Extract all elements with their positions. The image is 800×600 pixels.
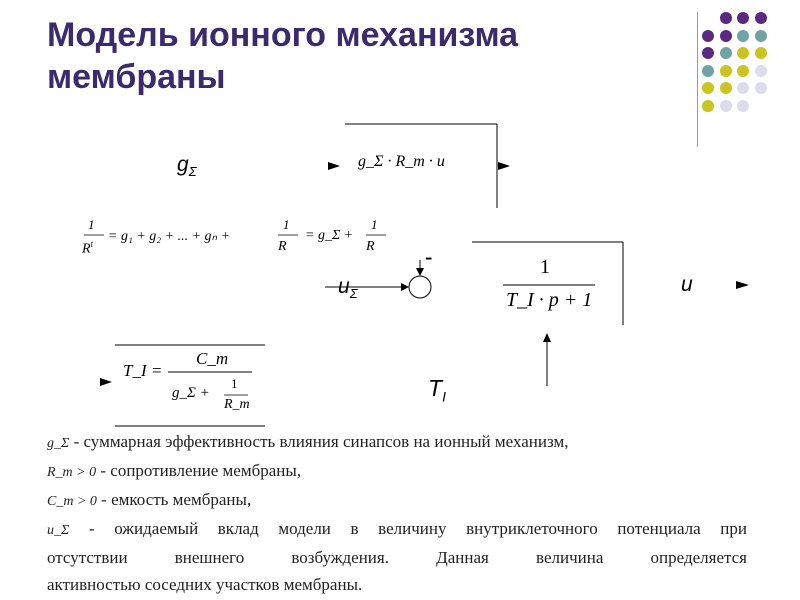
legend-sym-u: u_Σ: [47, 523, 70, 538]
r-eq-lhs-sup: t: [90, 239, 94, 249]
slide-title: Модель ионного механизма мембраны: [47, 16, 519, 96]
tc-main: T: [428, 375, 443, 401]
tc-formula-den-den: R_m: [224, 397, 250, 412]
g-sigma-label: [177, 153, 196, 179]
tc-formula-den-num: 1: [231, 376, 238, 391]
legend-line-6: активностью соседних участков мембраны.: [47, 575, 363, 594]
legend-text-g: - суммарная эффективность влияния синапсов на ионный механизм,: [69, 432, 569, 451]
legend-row-c: [47, 486, 747, 515]
r-eq-frac1-den: R: [278, 239, 287, 254]
tc-formula-lhs: T_I =: [123, 361, 163, 380]
tc-arrowhead: [543, 333, 551, 342]
minus-sign: -: [425, 244, 433, 269]
legend-sym-c: C_m > 0: [47, 494, 97, 509]
u-sigma-main: u: [338, 275, 350, 298]
u-sigma-arrowhead: [401, 283, 409, 291]
time-constant-label: [428, 375, 446, 405]
r-eq-frac2-den: R: [366, 239, 375, 254]
legend-sym-g: g_Σ: [47, 436, 70, 451]
r-eq-frac1-num: 1: [283, 217, 290, 232]
output-u-label: u: [681, 273, 693, 296]
legend-row-g: [47, 428, 747, 457]
legend-line-5: отсутствии внешнего возбуждения. Данная величина определяется: [47, 548, 747, 567]
r-eq-middle2: = g_Σ +: [305, 228, 354, 243]
tc-formula-num: C_m: [196, 349, 229, 368]
g-label-main: g: [177, 153, 189, 176]
r-eq-middle: = g₁ + g₂ + ... + gₙ +: [108, 229, 231, 244]
summing-junction: [409, 276, 431, 298]
feedback-expr-arrow: [498, 162, 510, 170]
legend-row-u: [47, 515, 747, 544]
legend-sym-r: R_m > 0: [47, 465, 97, 480]
transfer-denominator: T_I · p + 1: [506, 289, 593, 311]
g-label-sub: Σ: [188, 164, 197, 180]
legend-text-c: - емкость мембраны,: [96, 490, 252, 509]
transfer-numerator: 1: [540, 256, 550, 278]
g-arrow: [328, 162, 340, 170]
r-eq-lhs-num: 1: [88, 217, 95, 232]
legend: [47, 428, 747, 598]
r-eq-lhs-den: [82, 239, 93, 258]
feedback-expression: g_Σ · R_m · u: [358, 153, 445, 170]
tc-formula-den-left: g_Σ +: [172, 385, 210, 401]
legend-text-u: - ожидаемый вклад модели в величину внутриклеточного потенциала при: [69, 519, 747, 538]
feedback-arrowhead: [416, 268, 424, 276]
output-arrow: [736, 281, 749, 289]
u-sigma-sub: Σ: [349, 286, 358, 302]
r-eq-lhs-den-letter: R: [82, 241, 91, 257]
legend-row-r: [47, 457, 747, 486]
u-sigma-label: [338, 275, 357, 301]
r-eq-frac2-num: 1: [371, 217, 378, 232]
tc-formula-arrow: [100, 378, 112, 386]
legend-text-r: - сопротивление мембраны,: [96, 461, 302, 480]
tc-sub: I: [442, 388, 446, 405]
